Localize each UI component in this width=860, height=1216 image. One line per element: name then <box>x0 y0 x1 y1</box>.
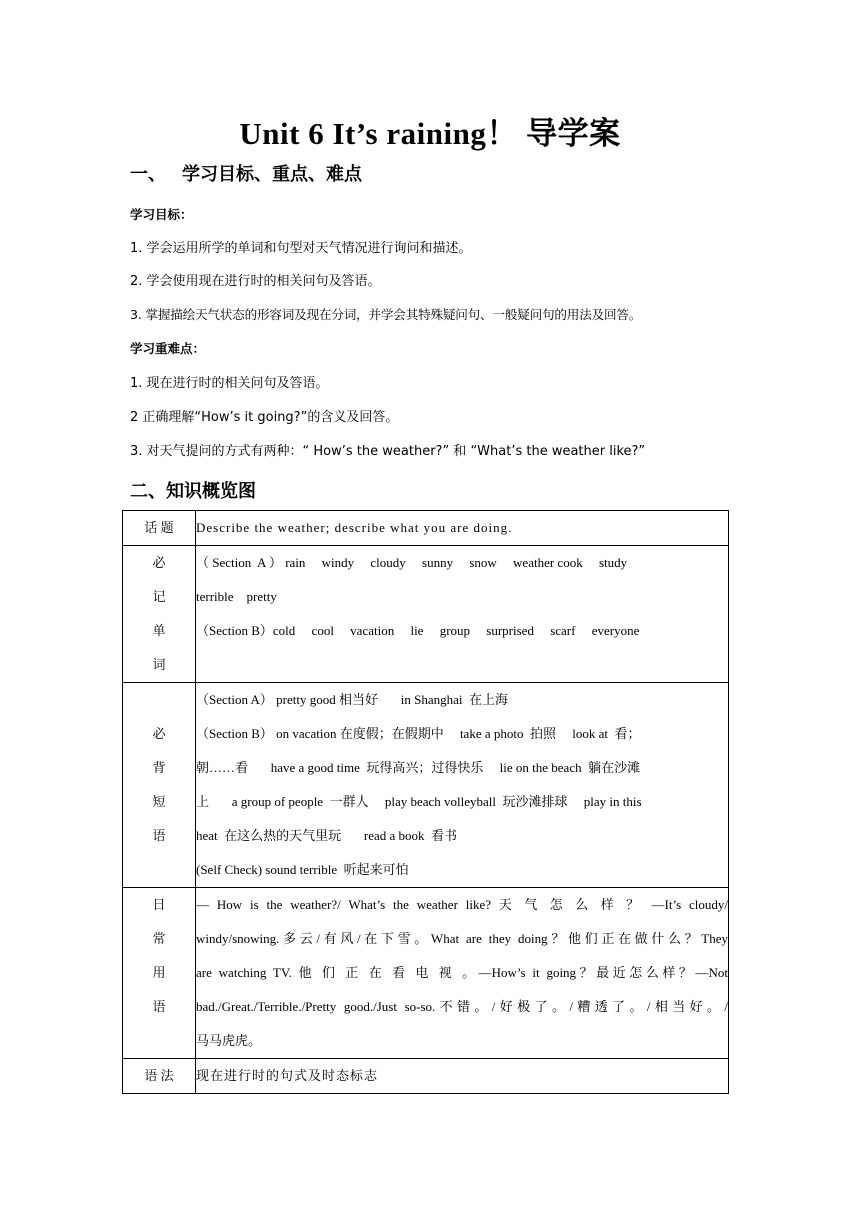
table-row-topic <box>123 511 729 546</box>
keypoints-label: 学习重难点： <box>130 341 206 356</box>
page-title: Unit 6 It’s raining！ 导学案 <box>239 116 621 151</box>
section-number: 一、 <box>130 164 166 185</box>
daily-line: 马马虎虎。 <box>196 1033 262 1048</box>
label-char: 日 <box>152 897 166 912</box>
phrases-line: 朝……看 have a good time 玩得高兴；过得快乐 lie on the beach 躺在沙滩 <box>196 760 641 775</box>
phrases-content <box>196 683 729 888</box>
phrases-line: (Self Check) sound terrible 听起来可怕 <box>196 862 409 877</box>
daily-content <box>196 888 729 1059</box>
keypoint-item: 2 正确理解“How’s it going?”的含义及回答。 <box>130 410 399 425</box>
label-char: 用 <box>152 965 166 980</box>
label-char <box>123 683 195 717</box>
label-char: 语 <box>152 999 166 1014</box>
words-line: （Section B）cold cool vacation lie group surprised scarf everyone <box>196 623 640 638</box>
label-char: 背 <box>152 760 166 775</box>
table-row-words <box>123 546 729 683</box>
grammar-label: 语 法 <box>123 1059 196 1094</box>
section-heading-goals <box>130 160 362 186</box>
label-char: 单 <box>152 623 166 638</box>
phrases-line: （Section A） pretty good 相当好 in Shanghai 在上海 <box>196 692 508 707</box>
topic-content: Describe the weather; describe what you are doing. <box>196 511 729 546</box>
daily-line: are watching TV. 他 们 正 在 看 电 视 。—How’s it going？最近怎么样？—Not <box>196 965 728 980</box>
words-line: （ Section A ） rain windy cloudy sunny snow weather cook study <box>196 555 628 570</box>
label-char: 常 <box>152 931 166 946</box>
daily-line: windy/snowing.多云/有风/在下雪。What are they doing？他们正在做什么？They <box>196 931 728 946</box>
words-label <box>123 546 196 683</box>
table-row-phrases <box>123 683 729 888</box>
daily-line: bad./Great./Terrible./Pretty good./Just so-so.不错。/好极了。/糟透了。/相当好。/ <box>196 999 728 1014</box>
label-char: 短 <box>152 794 166 809</box>
label-char: 记 <box>152 589 166 604</box>
phrases-line: heat 在这么热的天气里玩 read a book 看书 <box>196 828 458 843</box>
table-row-daily <box>123 888 729 1059</box>
table-row-grammar <box>123 1059 729 1094</box>
topic-label: 话 题 <box>123 511 196 546</box>
section-heading-overview: 二、知识概览图 <box>130 481 256 502</box>
phrases-line: 上 a group of people 一群人 play beach volleyball 玩沙滩排球 play in this <box>196 794 642 809</box>
label-char: 词 <box>152 657 166 672</box>
goal-item: 3. 掌握描绘天气状态的形容词及现在分词，并学会其特殊疑问句、一般疑问句的用法及回答。 <box>130 307 642 322</box>
words-content <box>196 546 729 683</box>
grammar-content: 现在进行时的句式及时态标志 <box>196 1059 729 1094</box>
daily-label <box>123 888 196 1059</box>
label-char: 必 <box>152 726 166 741</box>
keypoint-item: 3. 对天气提问的方式有两种：“ How’s the weather?” 和 “What’s the weather like?” <box>130 444 646 459</box>
words-line: terrible pretty <box>196 589 277 604</box>
goals-label: 学习目标： <box>130 207 193 222</box>
phrases-line: （Section B） on vacation 在度假；在假期中 take a photo 拍照 look at 看； <box>196 726 641 741</box>
phrases-label <box>123 683 196 888</box>
knowledge-overview-table <box>122 510 729 1094</box>
label-char: 必 <box>152 555 166 570</box>
words-blank-line <box>196 648 728 682</box>
keypoint-item: 1. 现在进行时的相关问句及答语。 <box>130 376 329 391</box>
daily-line: — How is the weather?/ What’s the weather like? 天 气 怎 么 样 ？ —It’s cloudy/ <box>196 897 729 912</box>
goal-item: 2. 学会使用现在进行时的相关问句及答语。 <box>130 274 381 289</box>
goal-item: 1. 学会运用所学的单词和句型对天气情况进行询问和描述。 <box>130 241 472 256</box>
label-char: 语 <box>152 828 166 843</box>
section-title: 学习目标、重点、难点 <box>182 164 362 185</box>
